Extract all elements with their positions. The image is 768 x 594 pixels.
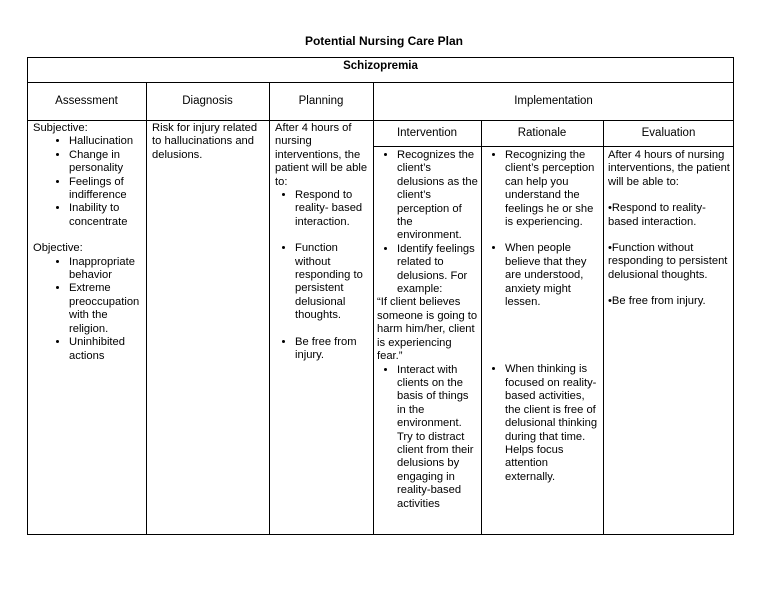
planning-list-2: [275, 242, 371, 322]
header-evaluation: Evaluation: [641, 127, 696, 139]
row-divider-header: [27, 120, 734, 121]
intervention-list-2: [377, 364, 479, 511]
evaluation-item: •Respond to reality-based interaction.: [608, 202, 706, 228]
header-intervention: Intervention: [396, 127, 458, 139]
list-item: • Be free from injury.: [295, 336, 371, 363]
list-item: • Inappropriate behavior: [69, 256, 144, 283]
intervention-example: “If client believes someone is going to harm him/her, client is experiencing fear.”: [377, 296, 478, 363]
list-item: • Interact with clients on the basis of things in the environment. Try to distract client from their delusions by engaging in reality-based activities: [397, 364, 479, 511]
list-item: • Change in personality: [69, 149, 144, 176]
document-title: Potential Nursing Care Plan: [304, 34, 464, 48]
planning-intro: After 4 hours of nursing interventions, the patient will be able to:: [275, 122, 368, 188]
row-divider-subheader: [373, 146, 734, 147]
header-rationale: Rationale: [517, 127, 567, 139]
rationale-list: [485, 149, 601, 229]
col-divider-2: [269, 82, 270, 535]
subjective-label: Subjective:: [33, 122, 88, 134]
intervention-cell: [377, 149, 479, 511]
subject-heading: Schizopremia: [343, 60, 418, 72]
planning-list: [275, 189, 371, 229]
list-item: • Respond to reality- based interaction.: [295, 189, 371, 229]
col-divider-3: [373, 82, 374, 535]
list-item: • When thinking is focused on reality-based activities, the client is free of delusional thinking during that time. Helps focus attention externally.: [505, 363, 601, 484]
list-item: • Uninhibited actions: [69, 336, 144, 363]
evaluation-item: •Be free from injury.: [608, 295, 706, 308]
list-item: • Extreme preoccupation with the religion.: [69, 282, 144, 336]
list-item: • Feelings of indifference: [69, 176, 144, 203]
list-item: • Recognizing the client’s perception can help you understand the feelings he or she is experiencing.: [505, 149, 601, 229]
col-divider-4: [481, 120, 482, 535]
col-divider-1: [146, 82, 147, 535]
planning-cell: [275, 122, 371, 363]
rationale-cell: [485, 149, 601, 484]
list-item: • Recognizes the client’s delusions as the client’s perception of the environment.: [397, 149, 479, 243]
header-planning: Planning: [298, 95, 344, 107]
evaluation-intro: After 4 hours of nursing interventions, the patient will be able to:: [608, 149, 730, 188]
list-item: • Identify feelings related to delusions. For example:: [397, 243, 479, 297]
col-divider-5: [603, 120, 604, 535]
list-item: • Function without responding to persistent delusional thoughts.: [295, 242, 371, 322]
intervention-list: [377, 149, 479, 296]
list-item: • Inability to concentrate: [69, 202, 144, 229]
evaluation-item: •Function without responding to persistent delusional thoughts.: [608, 242, 728, 281]
header-implementation: Implementation: [514, 95, 593, 107]
diagnosis-cell: Risk for injury related to hallucinations and delusions.: [152, 122, 258, 161]
rationale-list-2: [485, 242, 601, 309]
objective-list: [33, 256, 144, 363]
planning-list-3: [275, 336, 371, 363]
list-item: • When people believe that they are understood, anxiety might lessen.: [505, 242, 601, 309]
row-divider-subject: [27, 82, 734, 83]
evaluation-cell: [608, 149, 732, 309]
subjective-list: [33, 135, 144, 229]
assessment-cell: [33, 122, 144, 363]
objective-label: Objective:: [33, 242, 83, 255]
header-diagnosis: Diagnosis: [182, 95, 233, 107]
rationale-list-3: [485, 363, 601, 484]
list-item: • Hallucination: [69, 135, 144, 148]
header-assessment: Assessment: [55, 95, 118, 107]
